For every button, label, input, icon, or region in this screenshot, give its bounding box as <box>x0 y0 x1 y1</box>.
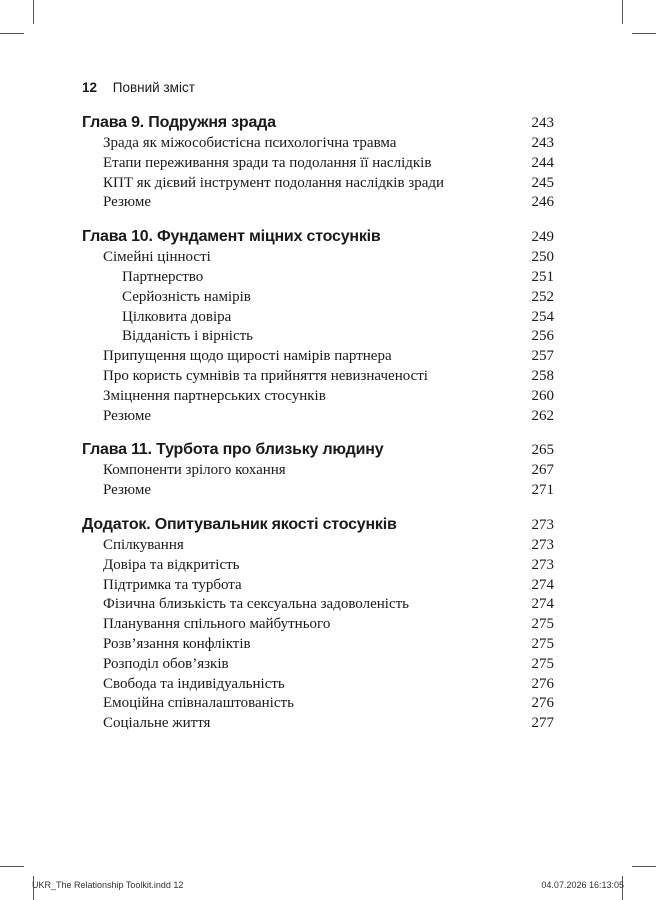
toc-chapter-title: Глава 10. Фундамент міцних стосунків <box>82 228 381 246</box>
toc-entry-row <box>82 615 554 635</box>
toc-entry-row <box>82 407 554 427</box>
toc-page-number: 243 <box>531 115 554 131</box>
toc-entry-row <box>82 536 554 556</box>
toc-entry-title: Підтримка та турбота <box>103 576 242 593</box>
toc-page-number: 275 <box>531 616 554 633</box>
toc-entry-title: Цілковита довіра <box>122 308 232 325</box>
toc-chapter-row <box>82 514 554 536</box>
toc-page-number: 275 <box>531 635 554 652</box>
toc-page-number: 275 <box>531 655 554 672</box>
toc-entry-row <box>82 327 554 347</box>
toc-entry-title: Соціальне життя <box>103 715 211 732</box>
toc-entry-row <box>82 595 554 615</box>
page-number: 12 <box>82 80 98 95</box>
toc-entry-title: Свобода та індивідуальність <box>103 675 285 692</box>
toc-entry-row <box>82 387 554 407</box>
toc-entry-row <box>82 154 554 174</box>
toc-page-number: 243 <box>531 135 554 151</box>
toc-entry-title: Партнерство <box>122 268 204 285</box>
toc-entry-title: Резюме <box>103 482 152 499</box>
toc-page-number: 249 <box>531 229 554 246</box>
toc-entry-row <box>82 248 554 268</box>
toc-entry-row <box>82 308 554 328</box>
toc-page-number: 254 <box>531 308 554 325</box>
toc-entry-title: Припущення щодо щирості намірів партнера <box>103 348 392 365</box>
toc-entry-title: Фізична близькість та сексуальна задоволеність <box>103 596 410 613</box>
toc-page-number: 256 <box>531 328 554 345</box>
toc-chapter-row <box>82 439 554 461</box>
toc-page-number: 260 <box>531 387 554 404</box>
toc-page-number: 273 <box>531 536 554 553</box>
toc-page-number: 252 <box>531 288 554 305</box>
toc-page-number: 245 <box>531 174 554 191</box>
toc-page-number: 276 <box>531 675 554 692</box>
toc-entry-row <box>82 174 554 194</box>
toc-chapter-title: Глава 11. Турбота про близьку людину <box>82 441 384 459</box>
toc-page-number: 265 <box>531 442 554 459</box>
toc-chapter-title: Глава 9. Подружня зрада <box>82 114 276 131</box>
toc-entry-row <box>82 556 554 576</box>
toc-page-number: 267 <box>531 462 554 479</box>
toc-entry-title: Серйозність намірів <box>122 288 251 305</box>
toc-entry-title: Про користь сумнівів та прийняття невизначеності <box>103 367 428 384</box>
crop-mark <box>622 0 623 24</box>
toc-entry-row <box>82 347 554 367</box>
toc-entry-title: Розв’язання конфліктів <box>103 635 251 652</box>
file-label: UKR_The Relationship Toolkit.indd 12 <box>32 880 184 890</box>
toc-entry-title: Зміцнення партнерських стосунків <box>103 387 326 404</box>
toc-chapter-title: Додаток. Опитувальник якості стосунків <box>82 515 397 533</box>
toc-entry-row <box>82 481 554 501</box>
crop-mark <box>0 33 24 34</box>
running-title: Повний зміст <box>112 80 195 95</box>
toc-entry-title: КПТ як дієвий інструмент подолання наслідків зради <box>103 174 445 191</box>
toc-entry-title: Компоненти зрілого кохання <box>103 462 286 479</box>
toc-page-number: 251 <box>531 268 554 285</box>
toc-chapter-row <box>82 112 554 134</box>
toc-entry-row <box>82 655 554 675</box>
toc-entry-title: Розподіл обов’язків <box>103 655 229 672</box>
toc-entry-title: Резюме <box>103 194 152 211</box>
toc-entry-title: Емоційна співналаштованість <box>103 695 294 712</box>
toc-entry-row <box>82 461 554 481</box>
toc-page-number: 257 <box>531 348 554 365</box>
toc-entry-title: Відданість і вірність <box>122 328 254 345</box>
toc-page-number: 274 <box>531 576 554 593</box>
toc-entry-title: Сімейні цінності <box>103 249 211 266</box>
toc-entry-title: Етапи переживання зради та подолання її наслідків <box>103 154 432 171</box>
toc-entry-title: Зрада як міжособистісна психологічна травма <box>103 135 397 151</box>
print-slug <box>32 880 624 890</box>
toc-page-number: 277 <box>531 715 554 732</box>
toc-entry-row <box>82 635 554 655</box>
crop-mark <box>0 866 24 867</box>
toc-page-number: 276 <box>531 695 554 712</box>
toc-entry-row <box>82 288 554 308</box>
toc-entry-row <box>82 134 554 154</box>
toc-page-number: 250 <box>531 249 554 266</box>
crop-mark <box>632 33 656 34</box>
toc-page-number: 246 <box>531 194 554 211</box>
toc-page-number: 262 <box>531 407 554 424</box>
toc-entry-title: Планування спільного майбутнього <box>103 616 331 633</box>
toc-entry-row <box>82 694 554 714</box>
toc-page-number: 273 <box>531 516 554 533</box>
table-of-contents <box>82 112 554 734</box>
toc-page-number: 271 <box>531 482 554 499</box>
toc-entry-row <box>82 367 554 387</box>
crop-mark <box>632 866 656 867</box>
toc-chapter-row <box>82 226 554 248</box>
toc-page-number: 274 <box>531 596 554 613</box>
toc-page-number: 273 <box>531 556 554 573</box>
print-timestamp: 04.07.2026 16:13:05 <box>541 880 624 890</box>
crop-mark <box>33 0 34 24</box>
toc-entry-row <box>82 193 554 213</box>
toc-entry-title: Спілкування <box>103 536 184 553</box>
toc-entry-row <box>82 675 554 695</box>
toc-page-number: 244 <box>531 154 554 171</box>
toc-page-number: 258 <box>531 367 554 384</box>
toc-entry-title: Резюме <box>103 407 152 424</box>
toc-entry-row <box>82 576 554 596</box>
toc-entry-title: Довіра та відкритість <box>103 556 240 573</box>
toc-entry-row <box>82 714 554 734</box>
running-header <box>82 80 195 95</box>
toc-entry-row <box>82 268 554 288</box>
